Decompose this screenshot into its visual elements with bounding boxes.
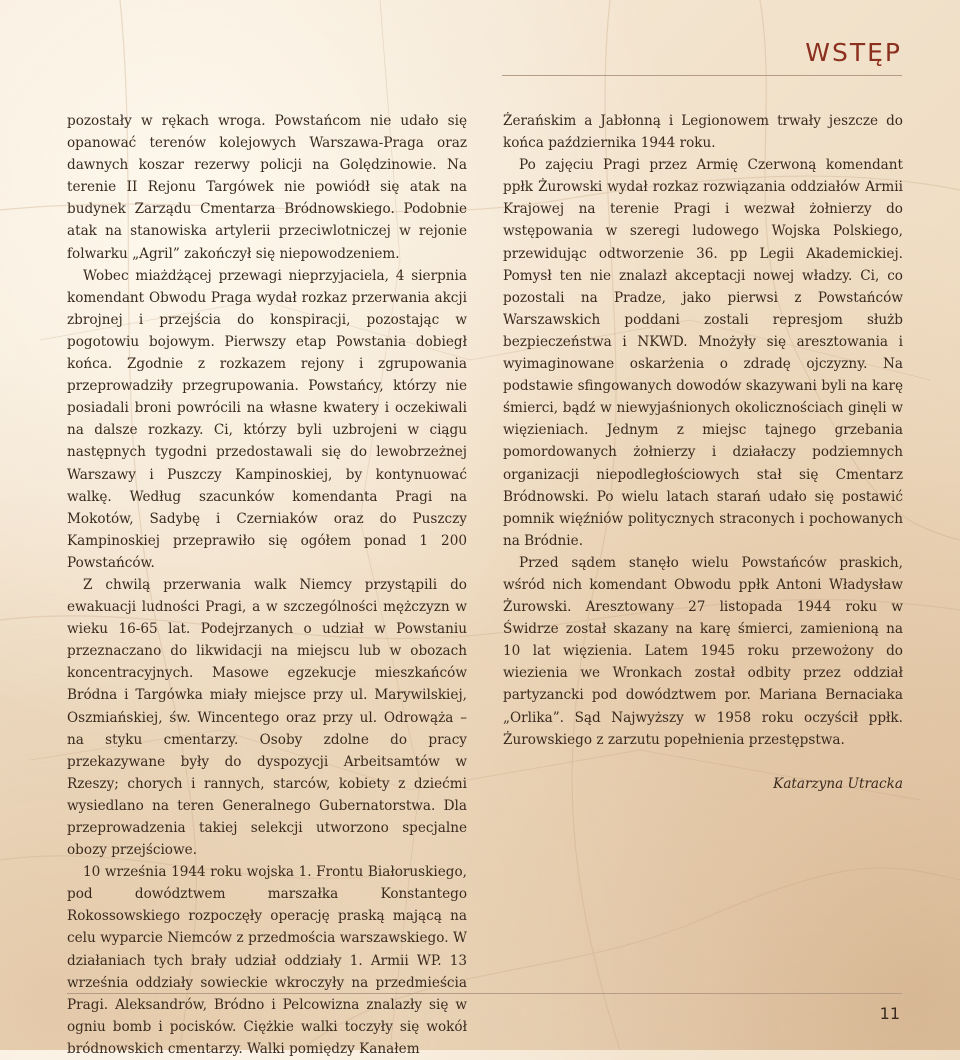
footer-divider bbox=[67, 993, 902, 994]
author-signature: Katarzyna Utracka bbox=[773, 775, 903, 792]
paragraph: Z chwilą przerwania walk Niemcy przystąpili do ewakuacji ludności Pragi, a w szczególności mężczyzn w wieku 16-65 lat. Podejrzanych o udział w Powstaniu przeznaczano do likwidacji na miejscu lub w obozach koncentracyjnych. Masowe egzekucje mieszkańców Bródna i Targówka miały miejsce przy ul. Marywilskiej, Oszmiańskiej, św. Wincentego oraz przy ul. Odrowąża – na styku cmentarzy. Osoby zdolne do pracy przekazywane były do dyspozycji Arbeitsamtów w Rzeszy; chorych i rannych, starców, kobiety z dziećmi wysiedlano na teren Generalnego Gubernatorstwa. Dla przeprowadzenia takiej selekcji utworzono specjalne obozy przejściowe. bbox=[67, 576, 467, 859]
paragraph: 10 września 1944 roku wojska 1. Frontu Białoruskiego, pod dowództwem marszałka Konstantego Rokossowskiego rozpoczęły operację praską mającą na celu wyparcie Niemców z przedmościa warszawskiego. W działaniach tych brały udział oddziały 1. Armii WP. 13 września oddziały sowieckie wkroczyły na przedmieścia Pragi. Aleksandrów, Bródno i Pelcowizna znalazły się w ogniu bomb i pocisków. Ciężkie walki toczyły się wokół bródnowskich cmentarzy. Walki pomiędzy Kanałem bbox=[67, 864, 467, 1057]
paragraph: Po zajęciu Pragi przez Armię Czerwoną komendant ppłk Żurowski wydał rozkaz rozwiązania oddziałów Armii Krajowej na terenie Pragi i wezwał żołnierzy do wstępowania w szeregi ludowego Wojska Polskiego, przewidując odtworzenie 36. pp Legii Akademickiej. Pomysł ten nie znalazł akceptacji nowej władzy. Ci, co pozostali na Pradze, jako pierwsi z Powstańców Warszawskich poddani zostali represjom służb bezpieczeństwa i NKWD. Mnożyły się aresztowania i wyimaginowane oskarżenia o zdradę ojczyzny. Na podstawie sfingowanych dowodów skazywani byli na karę śmierci, bądź w niewyjaśnionych okolicznościach ginęli w więzieniach. Jednym z miejsc tajnego grzebania pomordowanych żołnierzy i działaczy podziemnych organizacji niepodległościowych stał się Cmentarz Bródnowski. Po wielu latach starań udało się postawić pomnik więźniów politycznych straconych i pochowanych na Bródnie. bbox=[503, 157, 903, 549]
left-text-column bbox=[67, 110, 467, 1060]
section-title: WSTĘP bbox=[805, 38, 902, 67]
header-divider bbox=[502, 75, 902, 76]
right-text-column bbox=[503, 110, 903, 795]
paragraph: Wobec miażdżącej przewagi nieprzyjaciela, 4 sierpnia komendant Obwodu Praga wydał rozkaz przerwania akcji zbrojnej i przejścia do konspiracji, pozostając w pogotowiu bojowym. Pierwszy etap Powstania dobiegł końca. Zgodnie z rozkazem rejony i zgrupowania przeprowadziły przegrupowania. Powstańcy, którzy nie posiadali broni powrócili na własne kwatery i oczekiwali na dalsze rozkazy. Ci, którzy byli uzbrojeni w ciągu następnych tygodni przedostawali się do lewobrzeżnej Warszawy i Puszczy Kampinoskiej, by kontynuować walkę. Według szacunków komendanta Pragi na Mokotów, Sadybę i Czerniaków oraz do Puszczy Kampinoskiej przeprawiło się ogółem ponad 1 200 Powstańców. bbox=[67, 267, 467, 571]
paragraph: pozostały w rękach wroga. Powstańcom nie udało się opanować terenów kolejowych Warszawa-Praga oraz dawnych koszar rezerwy policji na Golędzinowie. Na terenie II Rejonu Targówek nie powiódł się atak na budynek Zarządu Cmentarza Bródnowskiego. Podobnie atak na stanowiska artylerii przeciwlotniczej w rejonie folwarku „Agril” zakończył się niepowodzeniem. bbox=[67, 113, 467, 262]
page-number: 11 bbox=[879, 1004, 900, 1023]
paragraph: Żerańskim a Jabłonną i Legionowem trwały jeszcze do końca października 1944 roku. bbox=[503, 113, 903, 152]
paragraph: Przed sądem stanęło wielu Powstańców praskich, wśród nich komendant Obwodu ppłk Antoni Władysław Żurowski. Aresztowany 27 listopada 1944 roku w Świdrze został skazany na karę śmierci, zamienioną na 10 lat więzienia. Latem 1945 roku przewożony do wiezienia we Wronkach został odbity przez oddział partyzancki pod dowództwem por. Mariana Bernaciaka „Orlika”. Sąd Najwyższy w 1958 roku oczyścił ppłk. Żurowskiego z zarzutu popełnienia przestępstwa. bbox=[503, 554, 903, 748]
